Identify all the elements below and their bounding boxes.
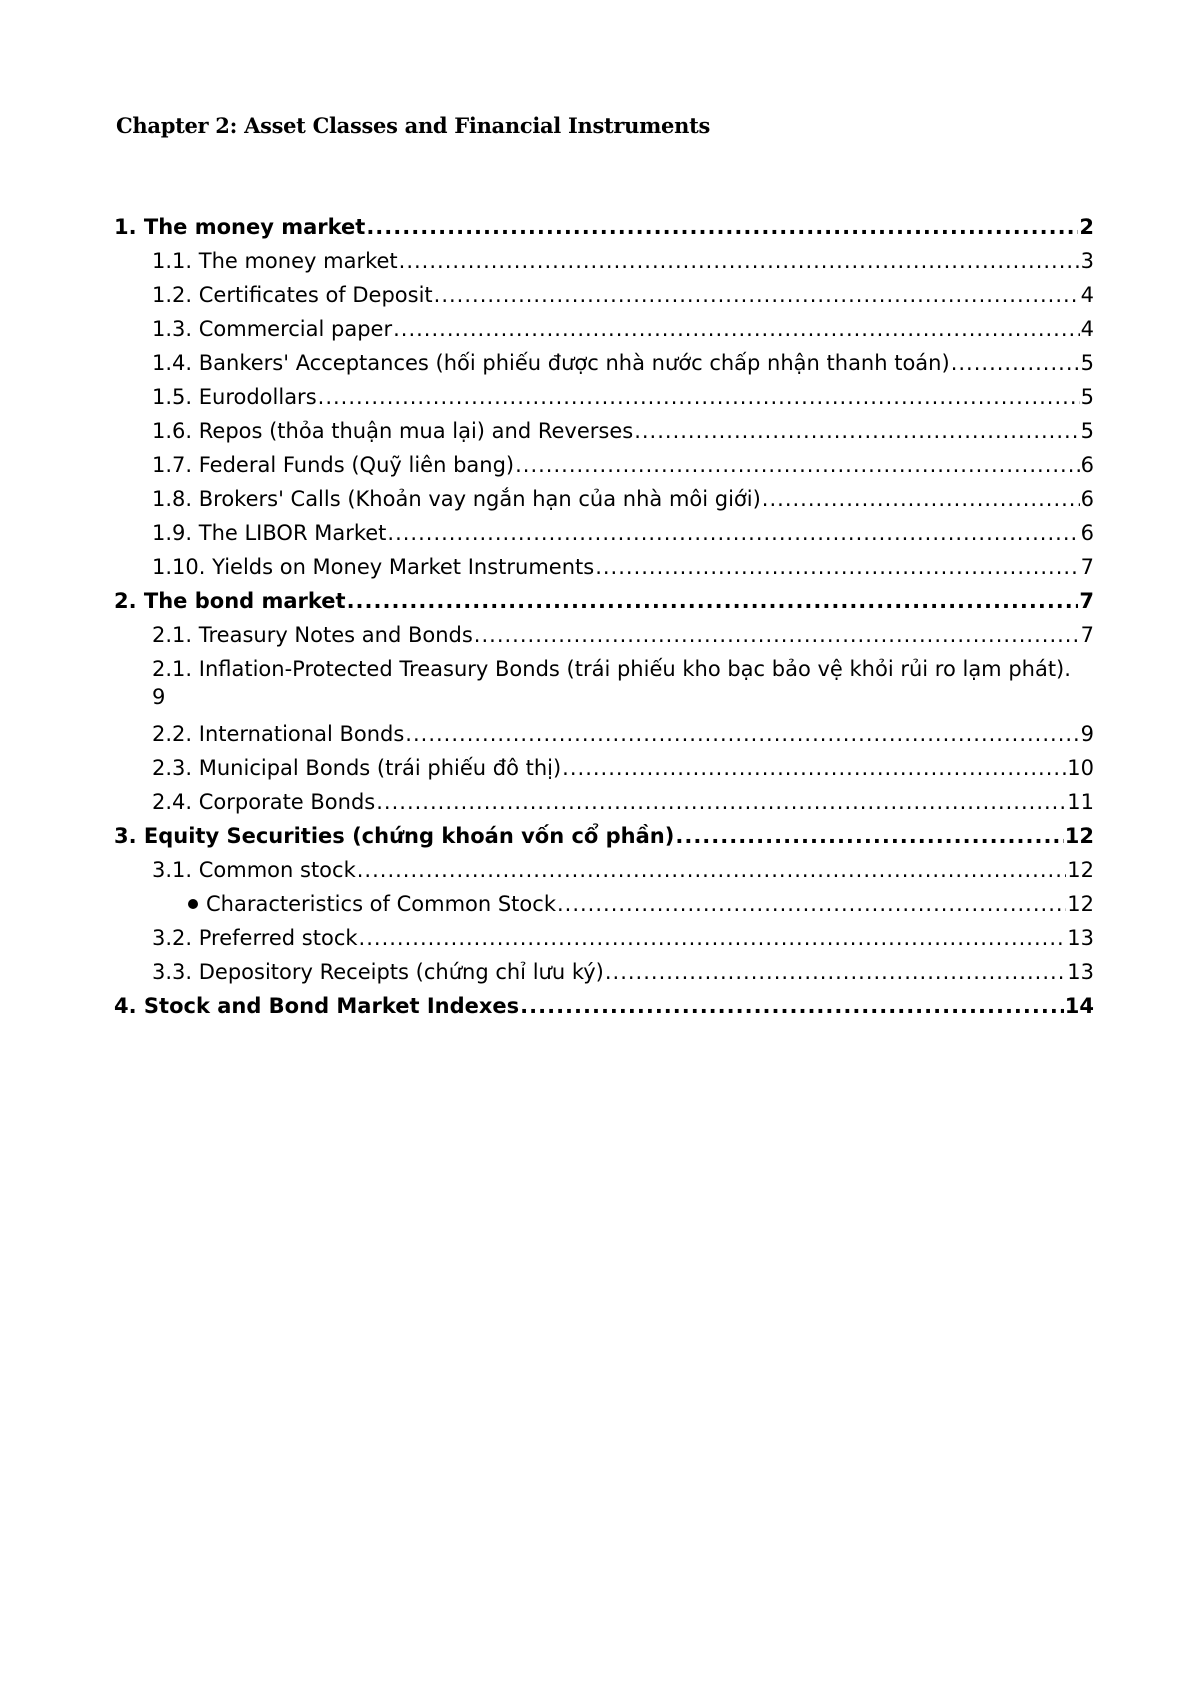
toc-entry-page: 6 xyxy=(1080,453,1094,477)
dot-leader xyxy=(376,785,1066,819)
toc-entry[interactable] xyxy=(114,278,1094,312)
toc-entry-text: 2.1. Inflation-Protected Treasury Bonds (trái phiếu kho bạc bảo vệ khỏi rủi ro lạm phát). xyxy=(152,657,1071,681)
toc-entry-text: 1.3. Commercial paper xyxy=(152,317,393,341)
toc-entry-text: 2.1. Treasury Notes and Bonds xyxy=(152,623,473,647)
toc-entry-page: 4 xyxy=(1080,283,1094,307)
toc-entry-page: 5 xyxy=(1080,419,1094,443)
toc-entry-text: 1.7. Federal Funds (Quỹ liên bang) xyxy=(152,453,515,477)
toc-entry-text: 1.6. Repos (thỏa thuận mua lại) and Reverses xyxy=(152,419,634,443)
toc-entry-page: 11 xyxy=(1067,790,1094,814)
toc-entry-page: 6 xyxy=(1080,487,1094,511)
toc-entry-text: 1.1. The money market xyxy=(152,249,398,273)
toc-entry-page: 6 xyxy=(1080,521,1094,545)
toc-entry[interactable] xyxy=(114,482,1094,516)
toc-entry-text: 2.3. Municipal Bonds (trái phiếu đô thị) xyxy=(152,756,562,780)
toc-entry[interactable] xyxy=(114,819,1094,853)
toc-entry[interactable] xyxy=(114,448,1094,482)
dot-leader xyxy=(387,516,1079,550)
dot-leader xyxy=(366,210,1078,244)
toc-entry[interactable] xyxy=(114,210,1094,244)
toc-entry[interactable] xyxy=(114,853,1094,887)
dot-leader xyxy=(474,618,1080,652)
dot-leader xyxy=(595,550,1079,584)
toc-entry-page: 9 xyxy=(152,685,166,709)
toc-entry[interactable] xyxy=(114,989,1094,1023)
toc-entry-text: 4. Stock and Bond Market Indexes xyxy=(114,994,520,1018)
toc-entry[interactable] xyxy=(114,955,1094,989)
toc-entry-text: 3.3. Depository Receipts (chứng chỉ lưu ký) xyxy=(152,960,604,984)
toc-entry[interactable] xyxy=(114,244,1094,278)
toc-entry-page: 12 xyxy=(1067,892,1094,916)
toc-entry-page: 13 xyxy=(1067,960,1094,984)
dot-leader xyxy=(762,482,1080,516)
toc-entry-page: 4 xyxy=(1080,317,1094,341)
toc-entry[interactable] xyxy=(114,380,1094,414)
dot-leader xyxy=(318,380,1080,414)
toc-entry-page: 5 xyxy=(1080,351,1094,375)
toc-entry-page: 14 xyxy=(1064,994,1094,1018)
toc-entry-page: 7 xyxy=(1080,623,1094,647)
toc-entry[interactable] xyxy=(114,312,1094,346)
dot-leader xyxy=(405,717,1079,751)
toc-entry-text: 1.10. Yields on Money Market Instruments xyxy=(152,555,595,579)
dot-leader xyxy=(359,921,1067,955)
toc-entry-text: 3. Equity Securities (chứng khoán vốn cổ phần) xyxy=(114,824,675,848)
toc-entry-page: 7 xyxy=(1080,555,1094,579)
toc-entry-page: 7 xyxy=(1079,589,1094,613)
toc-entry-text: 1.5. Eurodollars xyxy=(152,385,317,409)
toc-entry-page: 9 xyxy=(1080,722,1094,746)
toc-entry[interactable] xyxy=(114,887,1094,921)
toc-entry[interactable] xyxy=(114,785,1094,819)
toc-entry-text: 2.2. International Bonds xyxy=(152,722,405,746)
toc-entry-text: 3.2. Preferred stock xyxy=(152,926,358,950)
toc-entry-text: 3.1. Common stock xyxy=(152,858,356,882)
dot-leader xyxy=(557,887,1066,921)
document-title: Chapter 2: Asset Classes and Financial Instruments xyxy=(116,113,711,138)
toc-entry[interactable] xyxy=(114,652,1094,717)
toc-entry[interactable] xyxy=(114,516,1094,550)
toc-entry-text: 1. The money market xyxy=(114,215,366,239)
toc-entry-text: 2. The bond market xyxy=(114,589,346,613)
toc-entry[interactable] xyxy=(114,717,1094,751)
toc-entry[interactable] xyxy=(114,550,1094,584)
dot-leader xyxy=(634,414,1079,448)
toc-entry[interactable] xyxy=(114,346,1094,380)
dot-leader xyxy=(562,751,1066,785)
dot-leader xyxy=(434,278,1080,312)
toc-entry-page: 10 xyxy=(1067,756,1094,780)
toc-entry-page: 12 xyxy=(1064,824,1094,848)
dot-leader xyxy=(357,853,1067,887)
dot-leader xyxy=(515,448,1080,482)
bullet-icon xyxy=(188,899,198,909)
toc-entry[interactable] xyxy=(114,618,1094,652)
toc-entry-page: 13 xyxy=(1067,926,1094,950)
toc-entry[interactable] xyxy=(114,751,1094,785)
table-of-contents xyxy=(114,210,1094,1023)
toc-entry-page: 3 xyxy=(1080,249,1094,273)
dot-leader xyxy=(605,955,1066,989)
dot-leader xyxy=(951,346,1080,380)
toc-entry[interactable] xyxy=(114,584,1094,618)
toc-entry-text: 1.8. Brokers' Calls (Khoản vay ngắn hạn của nhà môi giới) xyxy=(152,487,761,511)
toc-entry-text: Characteristics of Common Stock xyxy=(206,892,556,916)
toc-entry-page: 5 xyxy=(1080,385,1094,409)
toc-entry[interactable] xyxy=(114,921,1094,955)
toc-entry[interactable] xyxy=(114,414,1094,448)
dot-leader xyxy=(399,244,1080,278)
toc-entry-text: 1.4. Bankers' Acceptances (hối phiếu được nhà nước chấp nhận thanh toán) xyxy=(152,351,950,375)
toc-entry-page: 2 xyxy=(1079,215,1094,239)
toc-entry-text: 2.4. Corporate Bonds xyxy=(152,790,376,814)
dot-leader xyxy=(520,989,1064,1023)
dot-leader xyxy=(393,312,1080,346)
toc-entry-text: 1.2. Certificates of Deposit xyxy=(152,283,433,307)
dot-leader xyxy=(675,819,1063,853)
dot-leader xyxy=(347,584,1079,618)
toc-entry-page: 12 xyxy=(1067,858,1094,882)
toc-entry-text: 1.9. The LIBOR Market xyxy=(152,521,387,545)
